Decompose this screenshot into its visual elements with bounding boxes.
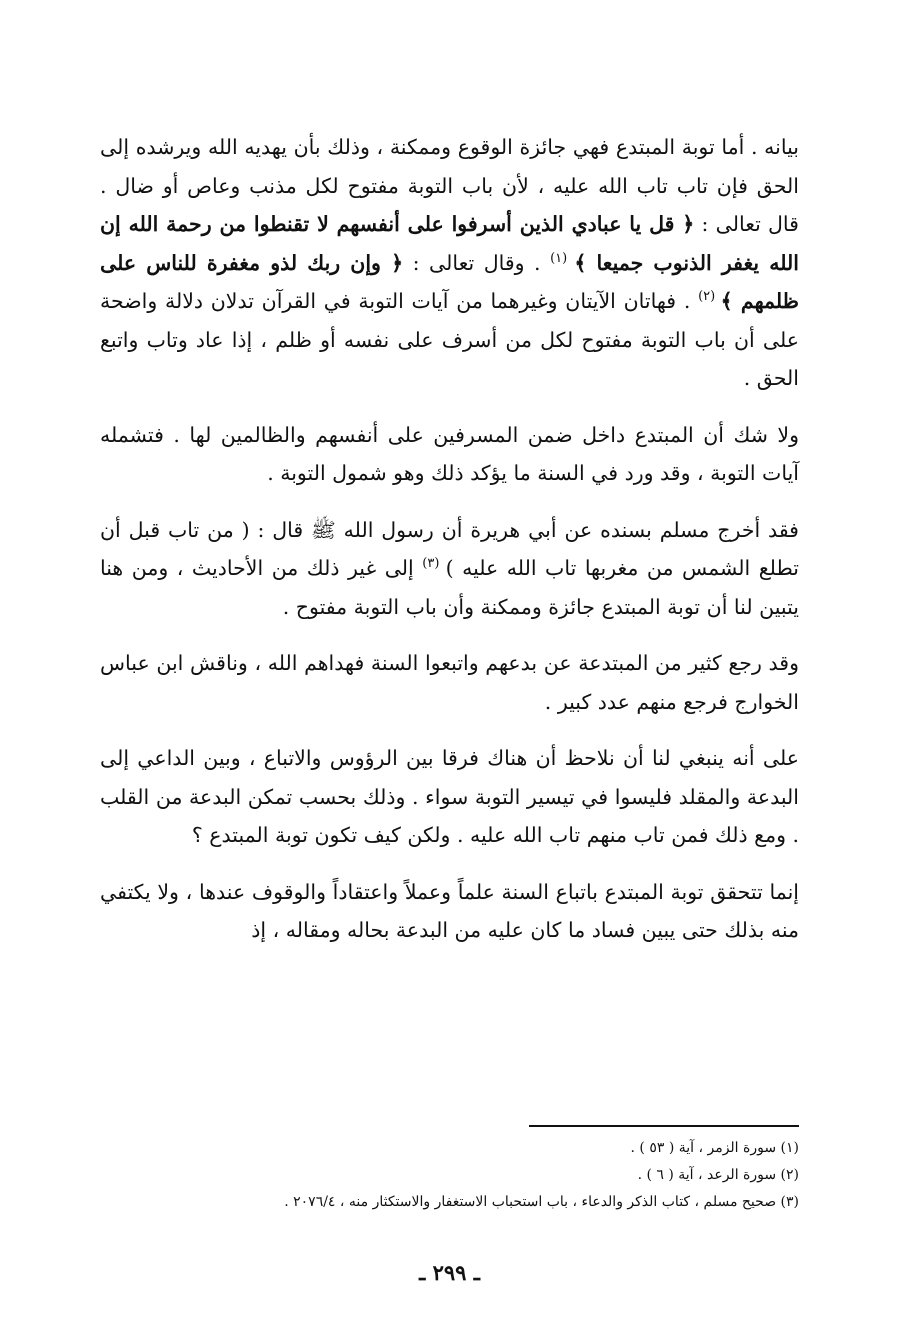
paragraph-text: على أنه ينبغي لنا أن نلاحظ أن هناك فرقا بين الرؤوس والاتباع ، وبين الداعي إلى البدعة والمقلد فليسوا في تيسير التوبة سواء . وذلك بحسب تمكن البدعة من القلب . ومع ذلك فمن تاب منهم تاب الله عليه . ولكن كيف تكون توبة المبتدع ؟ [100, 746, 799, 847]
paragraph-innovator-among-transgressors [100, 416, 799, 493]
footnote-ref-2: (٢) [698, 289, 721, 305]
footnote-2: (٢) سورة الرعد ، آية ( ٦ ) . [637, 1167, 799, 1183]
paragraph-many-returned [100, 644, 799, 721]
paragraph-text: وقد رجع كثير من المبتدعة عن بدعهم واتبعوا السنة فهداهم الله ، وناقش ابن عباس الخوارج فرجع منهم عدد كبير . [100, 651, 799, 714]
paragraph-text: . وقال تعالى : [403, 250, 551, 275]
paragraph-text: فقد أخرج مسلم بسنده عن أبي هريرة أن رسول الله ﷺ قال : ( من تاب قبل أن تطلع الشمس من مغربها تاب الله عليه ) [100, 517, 799, 580]
paragraph-repentance-of-innovator [100, 128, 799, 398]
paragraph-text: إلى غير ذلك من الأحاديث ، ومن هنا يتبين لنا أن توبة المبتدع جائزة وممكنة وأن باب التوبة مفتوح . [100, 556, 799, 619]
paragraph-text: ولا شك أن المبتدع داخل ضمن المسرفين على أنفسهم والظالمين لها . فتشمله آيات التوبة ، وقد ورد في السنة ما يؤكد ذلك وهو شمول التوبة . [100, 422, 799, 485]
page-body [100, 128, 799, 968]
paragraph-leaders-and-followers [100, 739, 799, 855]
footnote-1: (١) سورة الزمر ، آية ( ٥٣ ) . [630, 1140, 799, 1156]
paragraph-hadith-muslim [100, 511, 799, 627]
page-number: ـ ٢٩٩ ـ [419, 1260, 480, 1285]
footnotes-section [100, 1125, 799, 1216]
footnote-3: (٣) صحيح مسلم ، كتاب الذكر والدعاء ، باب استحباب الاستغفار والاستكثار منه ، ٢٠٧٦/٤ . [284, 1194, 799, 1210]
paragraph-text: إنما تتحقق توبة المبتدع باتباع السنة علماً وعملاً واعتقاداً والوقوف عندها ، ولا يكتفي منه بذلك حتى يبين فساد ما كان عليه من البدعة بحاله ومقاله ، إذ [100, 879, 799, 942]
footnote-ref-1: (١) [550, 250, 575, 266]
paragraph-text: بيانه . أما توبة المبتدع فهي جائزة الوقوع وممكنة ، وذلك بأن يهديه الله ويرشده إلى الحق فإن تاب تاب الله عليه ، لأن باب التوبة مفتوح لكل مذنب وعاص أو ضال . قال تعالى : [100, 135, 799, 236]
quran-verse-zumar: ﴿ قل يا عبادي الذين أسرفوا على أنفسهم لا تقنطوا من رحمة الله إن الله يغفر الذنوب جميعا ﴾ [100, 212, 799, 275]
quran-verse-raad: ﴿ وإن ربك لذو مغفرة للناس على ظلمهم ﴾ [100, 250, 799, 313]
footnote-ref-3: (٣) [422, 556, 446, 572]
paragraph-text: . فهاتان الآيتان وغيرهما من آيات التوبة في القرآن تدلان دلالة واضحة على أن باب التوبة مفتوح لكل من أسرف على نفسه أو ظلم ، إذا عاد وتاب واتبع الحق . [100, 289, 799, 390]
footnote-divider [529, 1125, 799, 1127]
paragraph-how-repentance [100, 873, 799, 950]
